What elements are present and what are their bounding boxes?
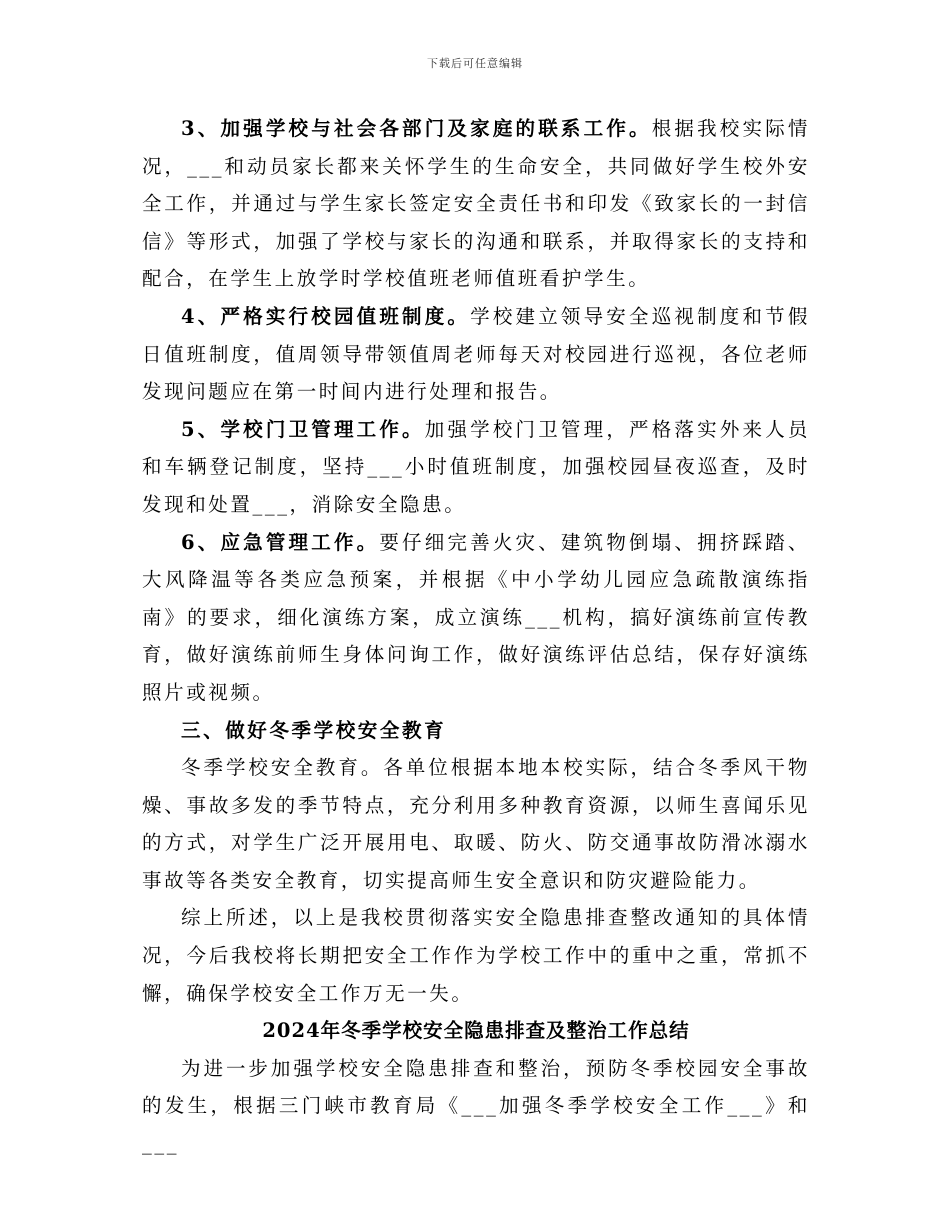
page-header-note: 下载后可任意编辑: [427, 57, 523, 70]
paragraph-winter-education: 冬季学校安全教育。各单位根据本地本校实际，结合冬季风干物燥、事故多发的季节特点，充分利用多种教育资源，以师生喜闻乐见的方式，对学生广泛开展用电、取暖、防火、防交通事故防滑冰溺水事故等各类安全教育，切实提高师生安全意识和防灾避险能力。: [142, 756, 810, 892]
heading-gatekeeper: 5、学校门卫管理工作。: [181, 417, 425, 441]
paragraph-gatekeeper: [142, 411, 810, 524]
heading-duty-system: 4、严格实行校园值班制度。: [181, 304, 471, 328]
paragraph-conclusion: 综上所述，以上是我校贯彻落实安全隐患排查整改通知的具体情况，今后我校将长期把安全工作作为学校工作中的重中之重，常抓不懈，确保学校安全工作万无一失。: [142, 906, 810, 1005]
paragraph-emergency: [142, 524, 810, 712]
paragraph-family-liaison: [142, 110, 810, 298]
heading-emergency: 6、应急管理工作。: [181, 530, 380, 554]
text-gatekeeper: 加强学校门卫管理，严格落实外来人员和车辆登记制度，坚持___小时值班制度，加强校园昼夜巡查，及时发现和处置___，消除安全隐患。: [142, 417, 811, 516]
document-title-2024: 2024年冬季学校安全隐患排查及整治工作总结: [262, 1019, 690, 1043]
paragraph-duty-system: [142, 298, 810, 411]
section-heading-winter-education: 三、做好冬季学校安全教育: [181, 718, 447, 742]
text-emergency: 要仔细完善火灾、建筑物倒塌、拥挤踩踏、大风降温等各类应急预案，并根据《中小学幼儿园应急疏散演练指南》的要求，细化演练方案，成立演练___机构，搞好演练前宣传教育，做好演练前师生身体问询工作，做好演练评估总结，保存好演练照片或视频。: [142, 530, 810, 704]
text-duty-system: 学校建立领导安全巡视制度和节假日值班制度，值周领导带领值周老师每天对校园进行巡视，各位老师发现问题应在第一时间内进行处理和报告。: [142, 304, 810, 404]
text-family-liaison: 根据我校实际情况，___和动员家长都来关怀学生的生命安全，共同做好学生校外安全工作，并通过与学生家长签定安全责任书和印发《致家长的一封信信》等形式，加强了学校与家长的沟通和联系，并取得家长的支持和配合，在学生上放学时学校值班老师值班看护学生。: [142, 117, 811, 291]
paragraph-intro-2024: 为进一步加强学校安全隐患排查和整治，预防冬季校园安全事故的发生，根据三门峡市教育局《___加强冬季学校安全工作___》和___: [142, 1056, 810, 1156]
document-body: [142, 110, 810, 1163]
heading-family-liaison: 3、加强学校与社会各部门及家庭的联系工作。: [181, 117, 652, 140]
